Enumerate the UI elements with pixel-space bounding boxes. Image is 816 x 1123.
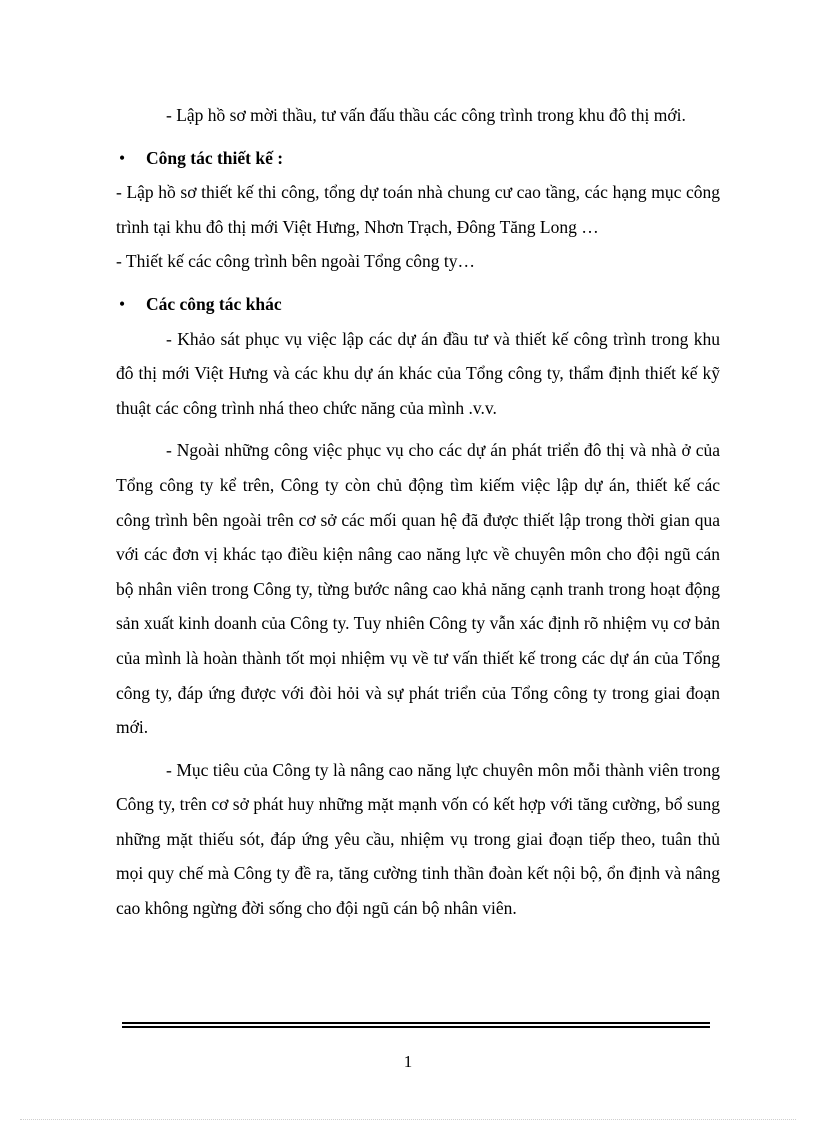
paragraph-objectives: - Mục tiêu của Công ty là nâng cao năng lực chuyên môn mỗi thành viên trong Công ty, trên cơ sở phát huy những mặt mạnh vốn có kết hợp với tăng cường, bổ sung những mặt thiếu sót, đáp ứng yêu cầu, nhiệm vụ trong giai đoạn tiếp theo, tuân thủ mọi quy chế mà Công ty đề ra, tăng cường tinh thần đoàn kết nội bộ, ổn định và nâng cao không ngừng đời sống cho đội ngũ cán bộ nhân viên. <box>116 759 720 919</box>
footer-double-rule <box>122 1022 710 1029</box>
heading-other-work-label: Các công tác khác <box>146 293 282 314</box>
bullet-icon: • <box>119 293 126 314</box>
heading-design-work-label: Công tác thiết kế : <box>146 147 284 168</box>
bullet-icon: • <box>119 147 126 168</box>
spacer <box>116 745 720 753</box>
paragraph-design-docs: - Lập hồ sơ thiết kế thi công, tổng dự toán nhà chung cư cao tầng, các hạng mục công trình tại khu đô thị mới Việt Hưng, Nhơn Trạch, Đông Tăng Long … <box>116 182 720 237</box>
page-number: 1 <box>403 1052 413 1071</box>
heading-design-work <box>116 141 720 176</box>
page-bottom-edge <box>20 1119 796 1120</box>
footer-rule-line <box>122 1022 710 1024</box>
paragraph-survey: - Khảo sát phục vụ việc lập các dự án đầu tư và thiết kế công trình trong khu đô thị mới Việt Hưng và các khu dự án khác của Tổng công ty, thẩm định thiết kế kỹ thuật các công trình nhá theo chức năng của mình .v.v. <box>116 328 720 418</box>
paragraph-outside-projects: - Ngoài những công việc phục vụ cho các dự án phát triển đô thị và nhà ở của Tổng công ty kể trên, Công ty còn chủ động tìm kiếm việc lập dự án, thiết kế các công trình bên ngoài trên cơ sở các mối quan hệ đã được thiết lập trong thời gian qua với các đơn vị khác tạo điều kiện nâng cao năng lực về chuyên môn cho đội ngũ cán bộ nhân viên trong Công ty, từng bước nâng cao khả năng cạnh tranh trong hoạt động sản xuất kinh doanh của Công ty. Tuy nhiên Công ty vẫn xác định rõ nhiệm vụ cơ bản của mình là hoàn thành tốt mọi nhiệm vụ về tư vấn thiết kế trong các dự án của Tổng công ty, đáp ứng được với đòi hỏi và sự phát triển của Tổng công ty trong giai đoạn mới. <box>116 440 720 738</box>
paragraph-external-design: - Thiết kế các công trình bên ngoài Tổng công ty… <box>116 251 475 272</box>
page-body <box>116 98 720 926</box>
spacer <box>116 425 720 433</box>
spacer <box>116 133 720 141</box>
paragraph-bidding: - Lập hồ sơ mời thầu, tư vấn đấu thầu các công trình trong khu đô thị mới. <box>166 105 686 125</box>
heading-other-work <box>116 287 720 322</box>
footer-rule-line <box>122 1026 710 1028</box>
spacer <box>116 279 720 287</box>
